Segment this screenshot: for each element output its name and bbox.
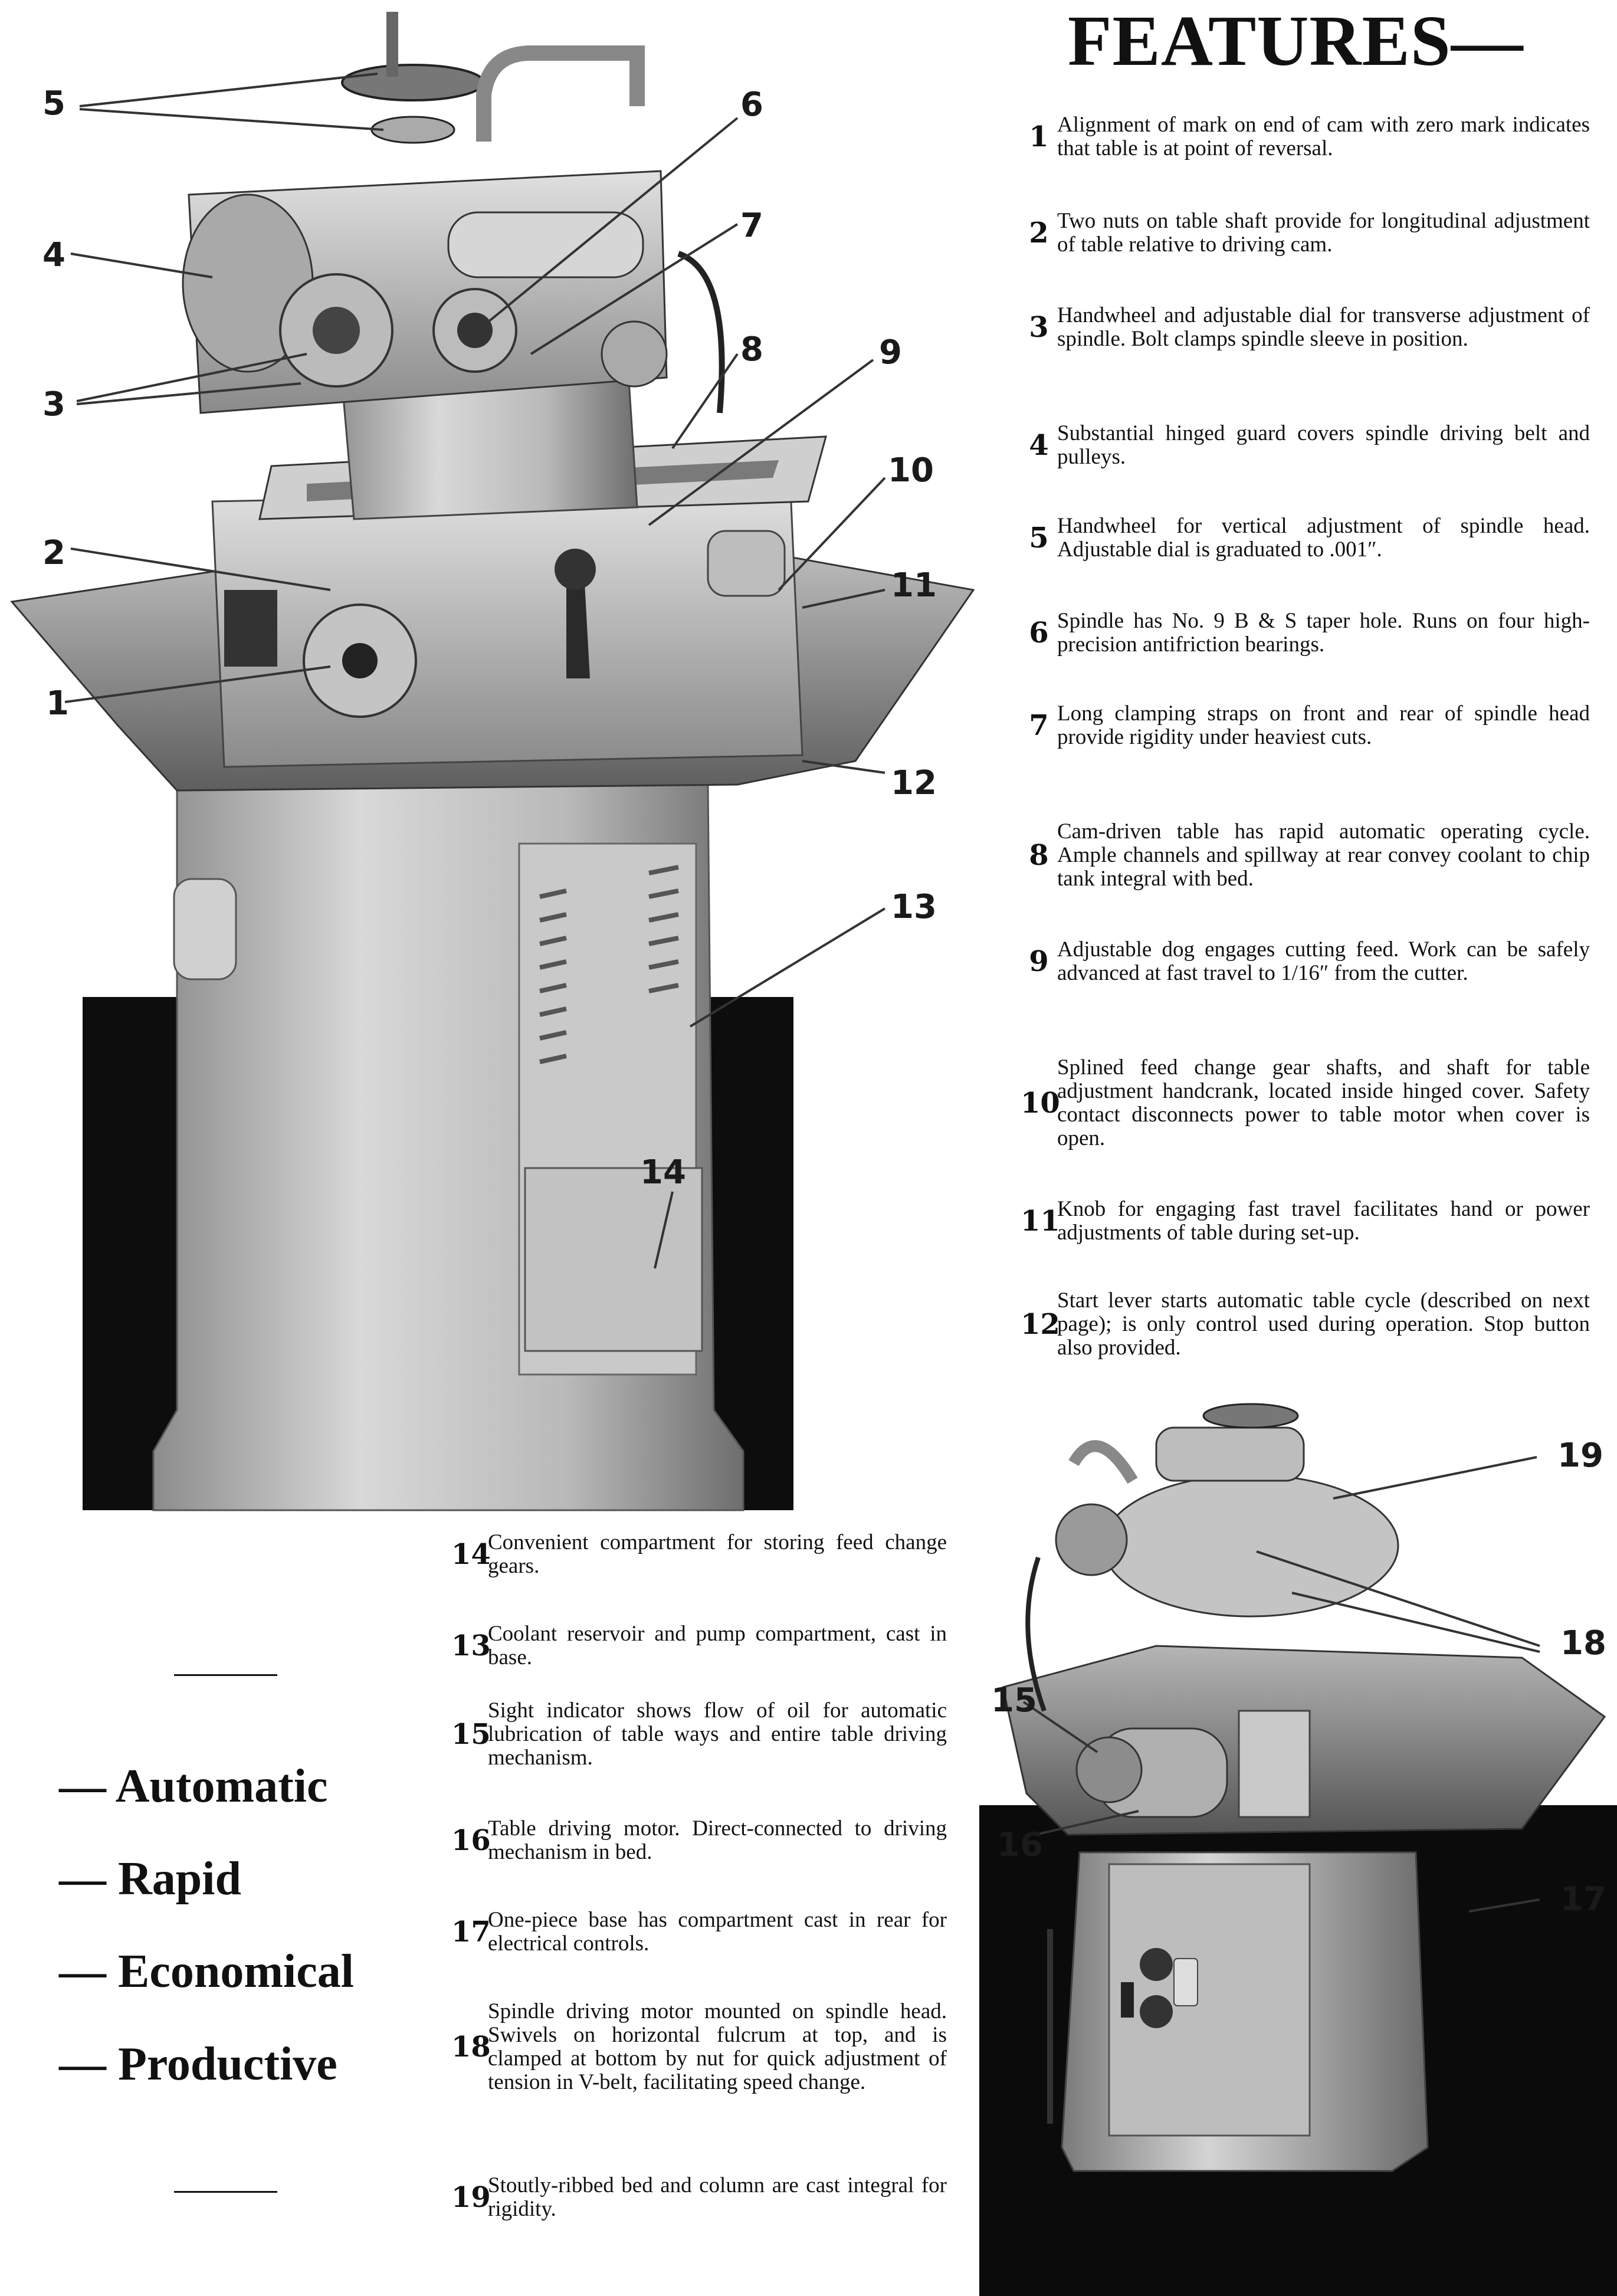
feature-text: One-piece base has compartment cast in rear for electrical controls. — [488, 1908, 947, 1956]
feature-number: 11 — [1021, 1205, 1060, 1238]
feature-number: 1 — [1029, 120, 1049, 153]
rear-callout-leader-lines — [979, 1380, 1617, 2296]
feature-text: Start lever starts automatic table cycle (described on next page); is only control used during operation. Stop button also provided. — [1057, 1288, 1590, 1360]
feature-number: 12 — [1021, 1308, 1060, 1341]
feature-number: 2 — [1029, 217, 1049, 250]
feature-number: 16 — [451, 1824, 491, 1857]
callout-10: 10 — [888, 451, 934, 490]
callout-16: 16 — [997, 1826, 1043, 1864]
feature-item-15 — [451, 1699, 947, 1770]
feature-item-12 — [1021, 1289, 1590, 1360]
callout-14: 14 — [640, 1153, 686, 1192]
feature-text: Coolant reservoir and pump compartment, cast in base. — [488, 1622, 947, 1669]
feature-number: 3 — [1029, 311, 1049, 344]
feature-number: 7 — [1029, 709, 1049, 742]
feature-number: 19 — [451, 2181, 491, 2214]
feature-item-10 — [1021, 1056, 1590, 1150]
feature-item-8 — [1021, 820, 1590, 891]
feature-text: Adjustable dog engages cutting feed. Work can be safely advanced at fast travel to 1/16″ from the cutter. — [1057, 937, 1590, 985]
callout-18: 18 — [1560, 1624, 1606, 1662]
feature-text: Convenient compartment for storing feed change gears. — [488, 1530, 947, 1578]
feature-item-3 — [1021, 304, 1590, 351]
feature-number: 5 — [1029, 521, 1049, 555]
feature-item-13 — [451, 1622, 947, 1669]
callout-8: 8 — [740, 330, 763, 369]
callout-9: 9 — [879, 333, 902, 372]
feature-item-1 — [1021, 113, 1590, 160]
feature-number: 13 — [451, 1629, 491, 1662]
callout-19: 19 — [1557, 1436, 1603, 1475]
feature-item-4 — [1021, 422, 1590, 469]
feature-item-19 — [451, 2174, 947, 2221]
callout-4: 4 — [42, 236, 65, 274]
callout-5: 5 — [42, 84, 65, 123]
feature-number: 10 — [1021, 1087, 1060, 1120]
feature-text: Two nuts on table shaft provide for longitudinal adjustment of table relative to driving cam. — [1057, 209, 1590, 257]
callout-6: 6 — [740, 86, 763, 124]
feature-number: 18 — [451, 2031, 491, 2064]
feature-text: Spindle driving motor mounted on spindle head. Swivels on horizontal fulcrum at top, and is clamped at bottom by nut for quick adjustment of tension in V-belt, facilitating speed change. — [488, 1999, 947, 2094]
slogan-automatic: — Automatic — [59, 1760, 328, 1812]
callout-11: 11 — [891, 566, 937, 605]
callout-1: 1 — [46, 684, 69, 723]
feature-item-5 — [1021, 514, 1590, 562]
feature-text: Long clamping straps on front and rear of spindle head provide rigidity under heaviest cuts. — [1057, 701, 1590, 749]
feature-text: Stoutly-ribbed bed and column are cast integral for rigidity. — [488, 2173, 947, 2221]
feature-number: 6 — [1029, 616, 1049, 650]
feature-item-6 — [1021, 609, 1590, 657]
rear-view-photo — [979, 1380, 1617, 2296]
callout-17: 17 — [1560, 1880, 1606, 1918]
divider-bottom — [174, 2191, 277, 2193]
feature-item-14 — [451, 1531, 947, 1578]
feature-number: 4 — [1029, 429, 1049, 462]
feature-text: Sight indicator shows flow of oil for automatic lubrication of table ways and entire table driving mechanism. — [488, 1698, 947, 1770]
feature-text: Handwheel and adjustable dial for transverse adjustment of spindle. Bolt clamps spindle sleeve in position. — [1057, 303, 1590, 351]
feature-number: 17 — [451, 1915, 491, 1949]
feature-number: 14 — [451, 1538, 491, 1571]
feature-number: 15 — [451, 1718, 491, 1751]
feature-text: Alignment of mark on end of cam with zero mark indicates that table is at point of reversal. — [1057, 113, 1590, 160]
feature-item-9 — [1021, 938, 1590, 985]
feature-text: Handwheel for vertical adjustment of spindle head. Adjustable dial is graduated to .001″. — [1057, 514, 1590, 562]
feature-number: 9 — [1029, 945, 1049, 978]
feature-text: Knob for engaging fast travel facilitates hand or power adjustments of table during set-up. — [1057, 1197, 1590, 1245]
feature-text: Cam-driven table has rapid automatic operating cycle. Ample channels and spillway at rear convey coolant to chip tank integral with bed. — [1057, 819, 1590, 891]
feature-text: Spindle has No. 9 B & S taper hole. Runs on four high-precision antifriction bearings. — [1057, 609, 1590, 657]
slogan-productive: — Productive — [59, 2038, 337, 2090]
callout-12: 12 — [891, 764, 937, 802]
feature-number: 8 — [1029, 839, 1049, 872]
feature-item-16 — [451, 1817, 947, 1864]
callout-13: 13 — [891, 888, 937, 926]
feature-item-11 — [1021, 1198, 1590, 1245]
feature-text: Table driving motor. Direct-connected to driving mechanism in bed. — [488, 1816, 947, 1864]
callout-3: 3 — [42, 385, 65, 424]
divider-top — [174, 1674, 277, 1676]
callout-15: 15 — [991, 1681, 1037, 1720]
feature-item-17 — [451, 1908, 947, 1956]
slogan-rapid: — Rapid — [59, 1853, 241, 1905]
feature-text: Splined feed change gear shafts, and shaft for table adjustment handcrank, located inside hinged cover. Safety contact disconnects power to table motor when cover is open. — [1057, 1055, 1590, 1150]
feature-item-7 — [1021, 702, 1590, 749]
main-machine-photo — [0, 0, 979, 1516]
callout-leader-lines — [0, 0, 979, 1516]
slogan-economical: — Economical — [59, 1946, 354, 1997]
feature-item-18 — [451, 2000, 947, 2094]
page-heading: FEATURES— — [1068, 1, 1524, 81]
callout-2: 2 — [42, 534, 65, 572]
feature-text: Substantial hinged guard covers spindle driving belt and pulleys. — [1057, 421, 1590, 469]
feature-item-2 — [1021, 209, 1590, 257]
callout-7: 7 — [740, 206, 763, 245]
